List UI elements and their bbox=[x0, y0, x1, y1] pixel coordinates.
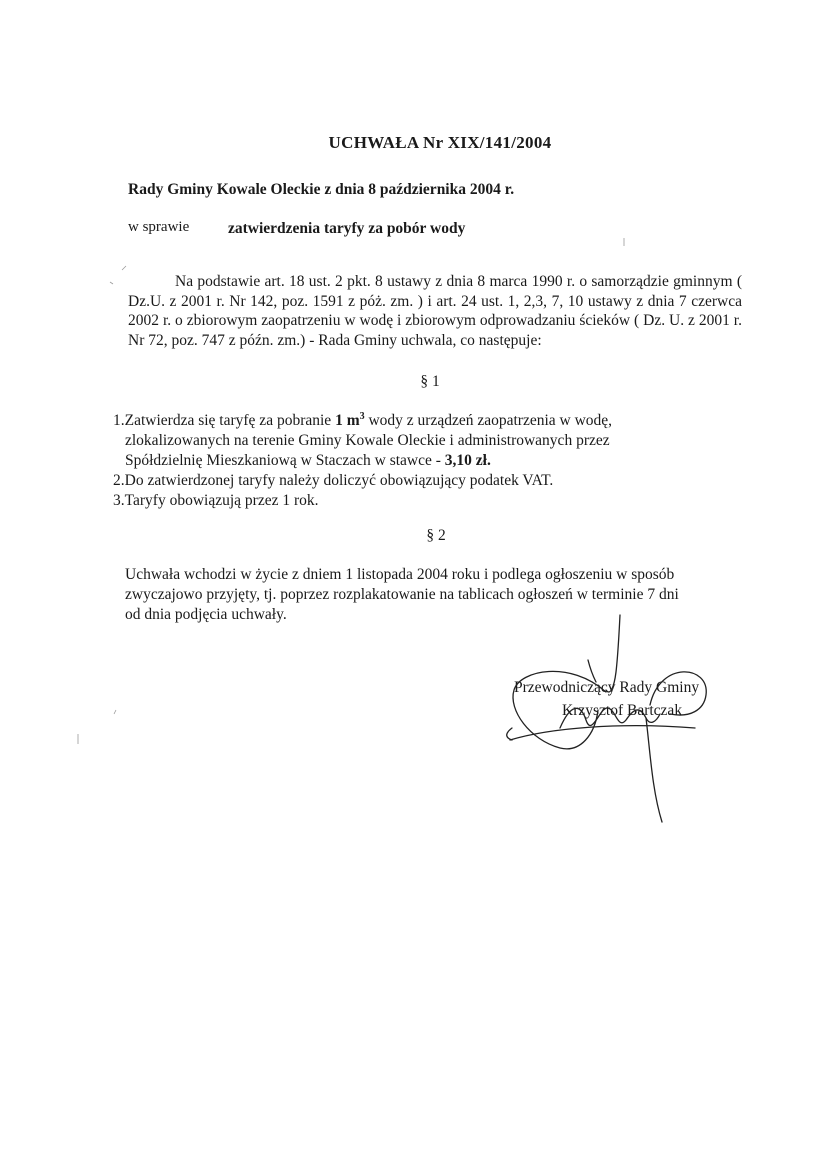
signatory-name: Krzysztof Bartczak bbox=[562, 702, 683, 719]
subject-label: w sprawie bbox=[128, 219, 190, 235]
item-1-text-end: wody z urządzeń zaopatrzenia w wodę, bbox=[364, 412, 613, 430]
item-1-line-3 bbox=[113, 451, 612, 471]
section-2-line-2: zwyczajowo przyjęty, tj. poprzez rozplakatowanie na tablicach ogłoszeń w terminie 7 dni bbox=[125, 586, 679, 603]
item-1-line-3-text: Spółdzielnię Mieszkaniową w Staczach w stawce - bbox=[125, 452, 445, 470]
signatory-role: Przewodniczący Rady Gminy bbox=[514, 679, 700, 696]
item-1-text-start: 1.Zatwierdza się taryfę za pobranie bbox=[113, 412, 336, 430]
section-1-item-2: 2.Do zatwierdzonej taryfy należy doliczyć obowiązujący podatek VAT. bbox=[113, 472, 554, 490]
section-2-heading: § 2 bbox=[426, 527, 446, 544]
section-1-item-3: 3.Taryfy obowiązują przez 1 rok. bbox=[113, 492, 319, 510]
section-2-line-1: Uchwała wchodzi w życie z dniem 1 listopada 2004 roku i podlega ogłoszeniu w sposób bbox=[125, 566, 675, 583]
section-1-heading: § 1 bbox=[420, 373, 440, 390]
handwritten-signature bbox=[500, 610, 710, 830]
section-1-item-1 bbox=[113, 407, 612, 471]
item-1-line-2: zlokalizowanych na terenie Gminy Kowale Oleckie i administrowanych przez bbox=[125, 432, 610, 450]
item-1-rate: 3,10 zł. bbox=[444, 452, 491, 470]
resolution-subtitle: Rady Gminy Kowale Oleckie z dnia 8 października 2004 r. bbox=[128, 181, 515, 198]
item-1-superscript: 3 bbox=[359, 411, 365, 422]
section-2-line-3: od dnia podjęcia uchwały. bbox=[125, 606, 287, 623]
subject-value: zatwierdzenia taryfy za pobór wody bbox=[228, 220, 466, 237]
resolution-title: UCHWAŁA Nr XIX/141/2004 bbox=[328, 133, 552, 152]
item-1-unit: 1 m bbox=[335, 412, 360, 430]
legal-basis-paragraph: Na podstawie art. 18 ust. 2 pkt. 8 ustawy z dnia 8 marca 1990 r. o samorządzie gminnym ( Dz.U. z 2001 r. Nr 142, poz. 1591 z póż. zm. ) i art. 24 ust. 1, 2,3, 7, 10 ustawy z dnia 7 czerwca 2002 r. o zbiorowym zaopatrzeniu w wodę i zbiorowym odprowadzaniu ścieków ( Dz. U. z 2001 r. Nr 72, poz. 747 z późn. zm.) - Rada Gminy uchwala, co następuje: bbox=[128, 273, 742, 349]
section-1-items bbox=[113, 407, 612, 511]
